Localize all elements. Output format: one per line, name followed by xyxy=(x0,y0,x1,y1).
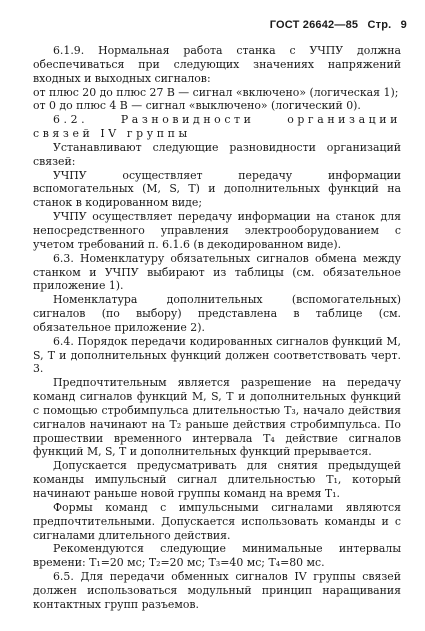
paragraph-logic-1: от плюс 20 до плюс 27 В — сигнал «включено» (логическая 1); xyxy=(33,85,399,99)
paragraph-variant-coded: УЧПУ осуществляет передачу информации вспомогательных (М, S, Т) и дополнительных функций на станок в кодированном виде; xyxy=(33,168,401,210)
paragraph-time-intervals: Рекомендуются следующие минимальные интервалы времени: T₁=20 мс; T₂=20 мс; T₃=40 мс; T₄=80 мс. xyxy=(33,542,401,570)
paragraph-additional-signals: Номенклатура дополнительных (вспомогательных) сигналов (по выбору) представлена в таблице (см. обязательное приложение 2). xyxy=(33,293,401,334)
paragraph-strobe: Предпочтительным является разрешение на передачу команд сигналов функций М, S, Т и дополнительных функций с помощью стробимпульса длительностью T₃, начало действия сигналов начинают на T₂ раньше действия стробимпульса. По прошествии временного интервала T₄ действие сигналов функций М, S, Т и дополнительных функций прерывается. xyxy=(33,376,401,459)
paragraph-6-4: 6.4. Порядок передачи кодированных сигналов функций М, S, Т и дополнительных функций должен соответствовать черт. 3. xyxy=(33,334,401,376)
paragraph-pulse-reset: Допускается предусматривать для снятия предыдущей команды импульсный сигнал длительностью T₁, который начинают раньше новой группы команд на время T₁. xyxy=(33,459,401,500)
page-number: 9 xyxy=(400,19,407,31)
paragraph-logic-0: от 0 до плюс 4 В — сигнал «выключено» (логический 0). xyxy=(33,99,361,113)
paragraph-6-3: 6.3. Номенклатуру обязательных сигналов обмена между станком и УЧПУ выбирают из таблицы (см. обязательное приложение 1). xyxy=(33,251,401,293)
paragraph-command-forms: Формы команд с импульсными сигналами являются предпочтительными. Допускается использовать команды и с сигналами длительного действия. xyxy=(33,500,401,542)
paragraph-variant-decoded: УЧПУ осуществляет передачу информации на станок для непосредственного управления электрооборудованием с учетом требований п. 6.1.6 (в декодированном виде). xyxy=(33,210,401,251)
standard-number: ГОСТ 26642—85 xyxy=(269,19,359,31)
section-heading-6-2: 6.2. Разновидности организации связей IV группы xyxy=(33,113,401,141)
paragraph-6-1-9: 6.1.9. Нормальная работа станка с УЧПУ должна обеспечиваться при следующих значениях напряжений входных и выходных сигналов: xyxy=(33,44,401,85)
paragraph-6-5: 6.5. Для передачи обменных сигналов IV группы связей должен использоваться модульный принцип наращивания контактных групп разъемов. xyxy=(33,570,401,611)
page-header xyxy=(270,19,407,31)
paragraph-variants-intro: Устанавливают следующие разновидности организаций связей: xyxy=(33,140,401,168)
document-body xyxy=(33,44,401,612)
page-label: Стр. xyxy=(367,19,392,31)
